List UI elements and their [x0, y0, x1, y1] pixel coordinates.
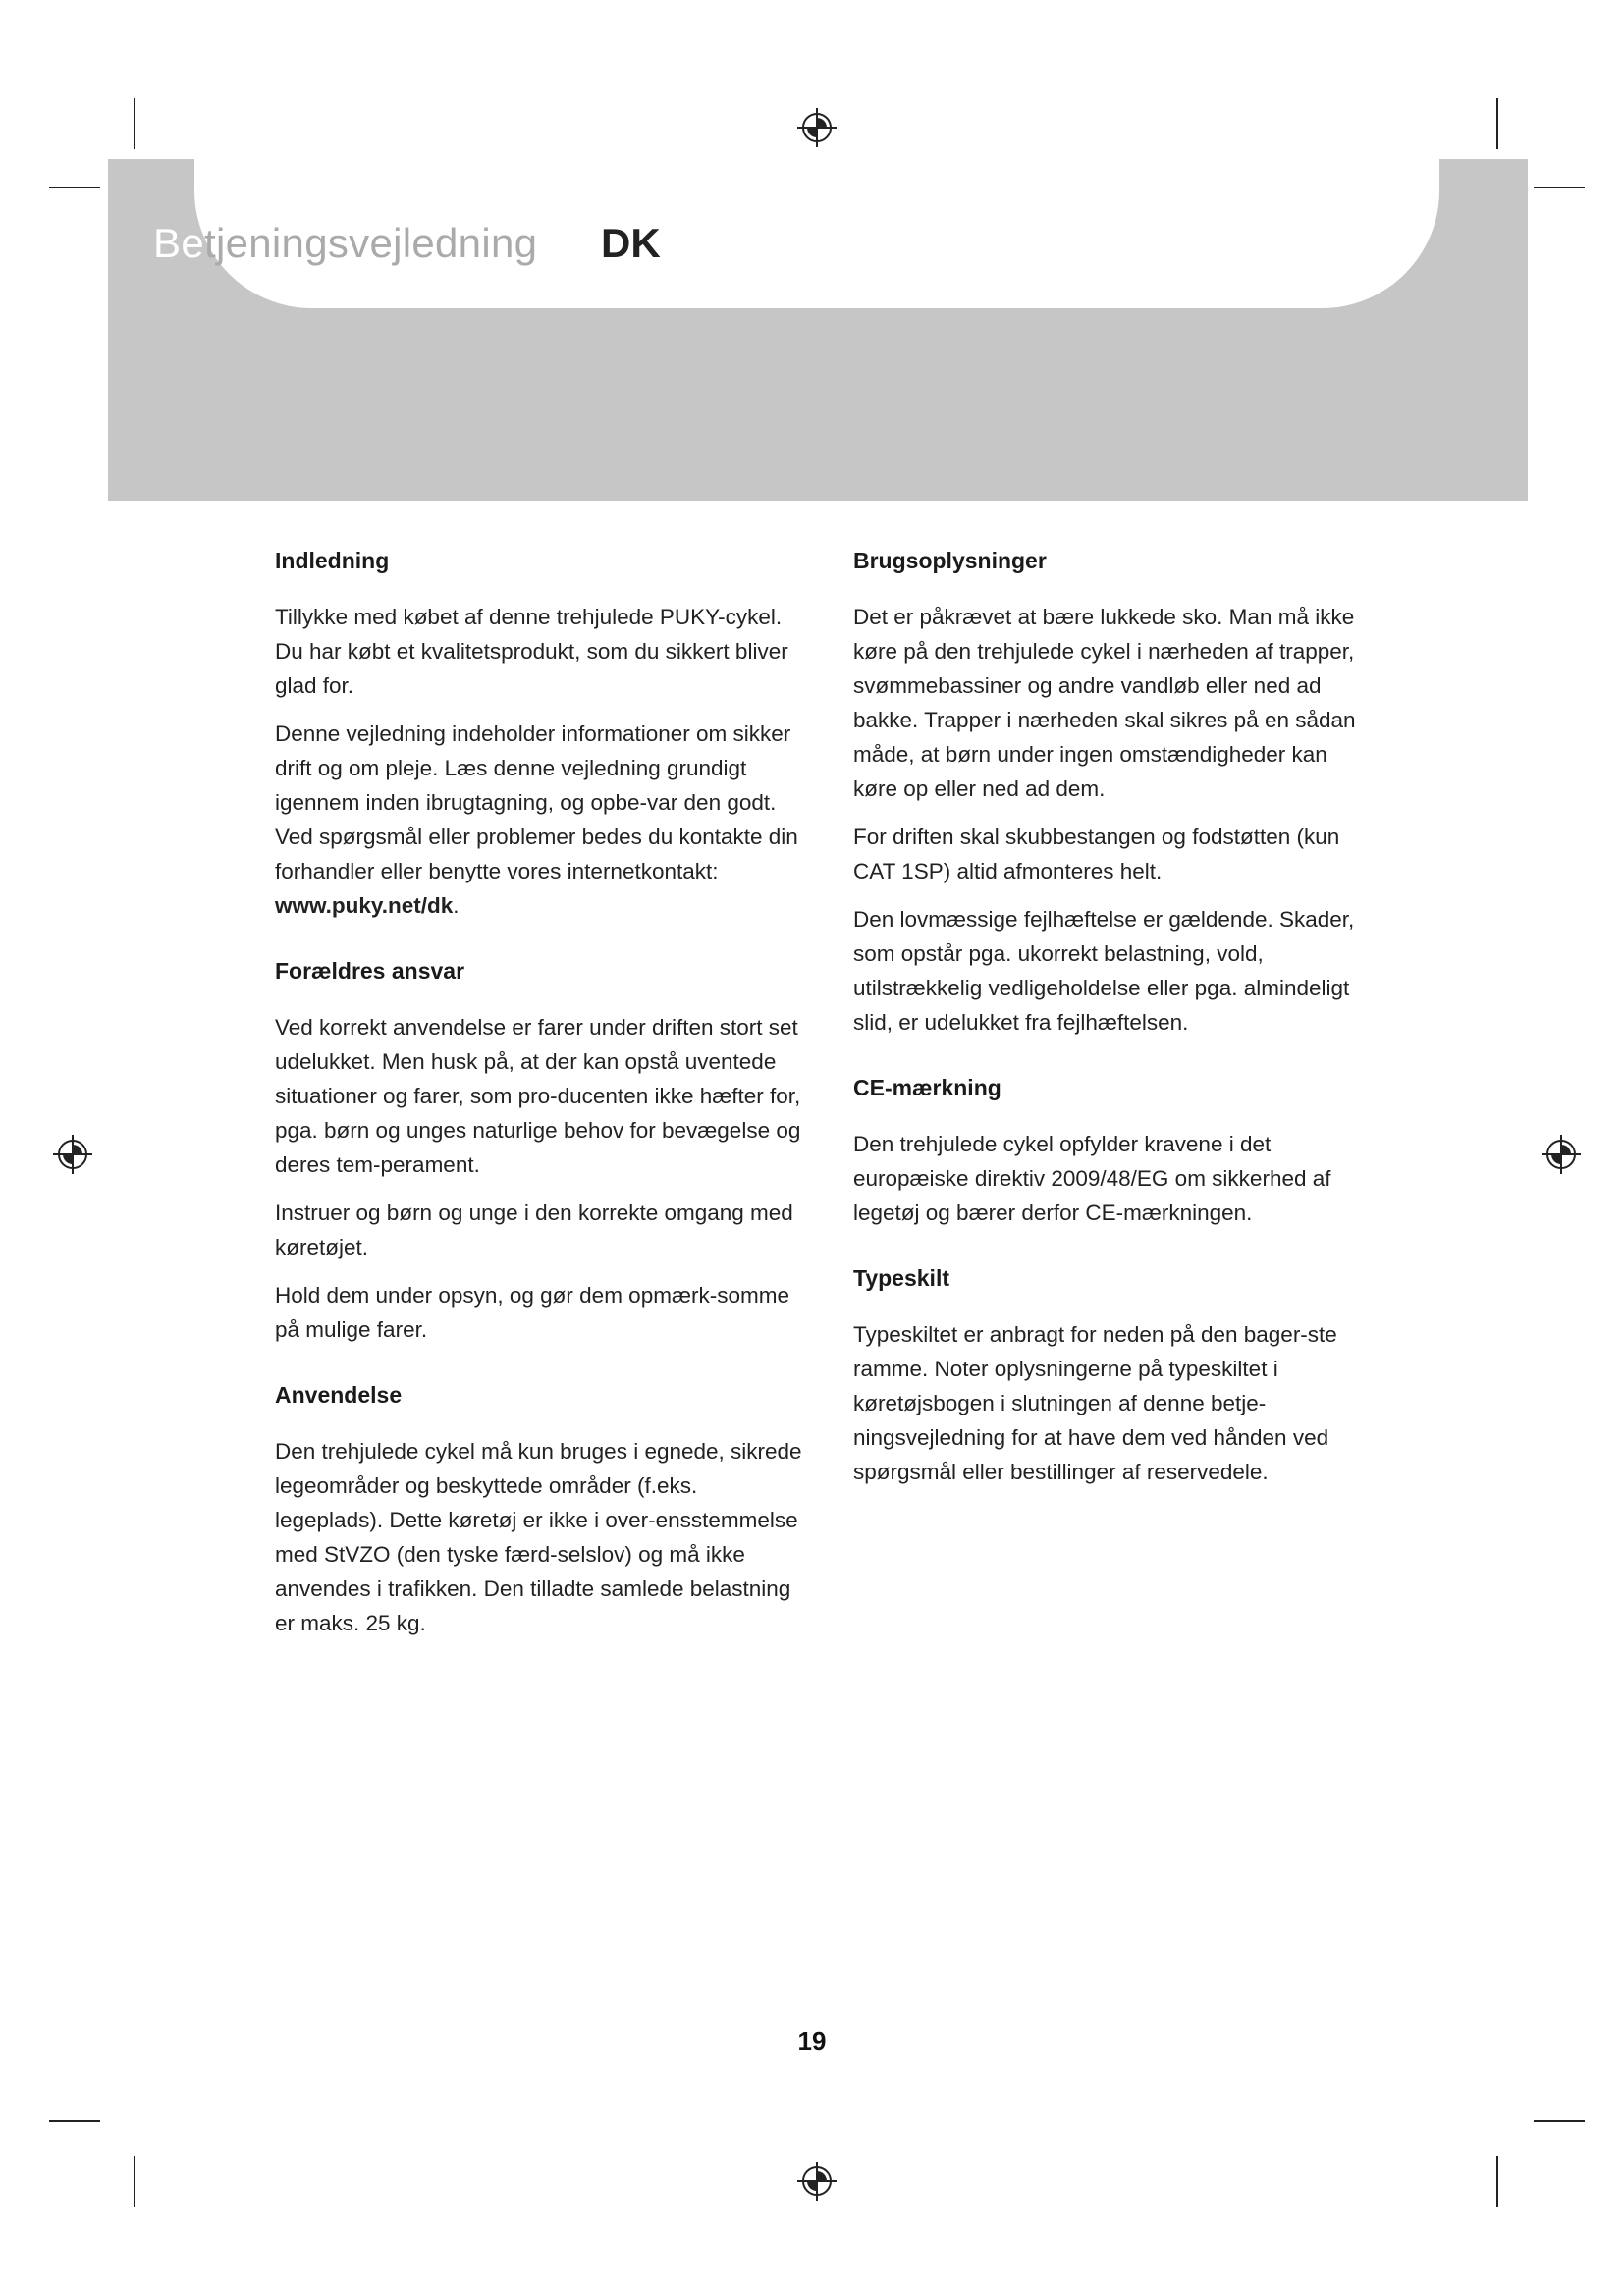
- section-heading: Anvendelse: [275, 1382, 403, 1408]
- registration-mark-icon: [51, 1133, 94, 1176]
- paragraph: Det er påkrævet at bære lukkede sko. Man må ikke køre på den trehjulede cykel i nærheden af trapper, svømmebassiner og andre vandløb eller ned ad bakke. Trapper i nærheden skal sikres på en sådan måde, at børn under ingen omstændigheder kan køre op eller ned ad dem.: [853, 605, 1356, 801]
- crop-mark: [134, 2156, 135, 2207]
- section-foraeldres-ansvar: [275, 958, 805, 1347]
- paragraph: Den trehjulede cykel må kun bruges i egnede, sikrede legeområder og beskyttede områder (f.eks. legeplads). Dette køretøj er ikke i over-ensstemmelse med StVZO (den tyske færd-selslov) og må ikke anvendes i trafikken. Den tilladte samlede belastning er maks. 25 kg.: [275, 1439, 802, 1635]
- page-number: 19: [797, 2026, 827, 2056]
- paragraph: Instruer og børn og unge i den korrekte omgang med køretøjet.: [275, 1201, 793, 1259]
- crop-mark: [1496, 98, 1498, 149]
- paragraph: Den trehjulede cykel opfylder kravene i det europæiske direktiv 2009/48/EG om sikkerhed af legetøj og bærer derfor CE-mærkningen.: [853, 1132, 1331, 1225]
- link-suffix: .: [453, 893, 460, 918]
- document-title-part2: tjeningsvejledning: [203, 220, 538, 266]
- crop-mark: [49, 2120, 100, 2122]
- section-heading: Typeskilt: [853, 1265, 949, 1291]
- document-title-part1: Be: [153, 220, 204, 266]
- document-title: [153, 220, 537, 267]
- crop-mark: [1496, 2156, 1498, 2207]
- section-typeskilt: [853, 1265, 1364, 1489]
- section-heading: Brugsoplysninger: [853, 548, 1047, 573]
- website-link[interactable]: www.puky.net/dk: [275, 893, 454, 918]
- section-ce-maerkning: [853, 1075, 1364, 1230]
- language-code: DK: [601, 220, 661, 266]
- paragraph: Typeskiltet er anbragt for neden på den bager-ste ramme. Noter oplysningerne på typeskiltet i køretøjsbogen i slutningen af denne betje-ningsvejledning for at have dem ved hånden ved spørgsmål eller bestillinger af reservedele.: [853, 1322, 1337, 1484]
- paragraph: Den lovmæssige fejlhæftelse er gældende. Skader, som opstår pga. ukorrekt belastning, vold, utilstrækkelig vedligeholdelse eller pga. almindeligt slid, er udelukket fra fejlhæftelsen.: [853, 907, 1355, 1035]
- right-column: [853, 548, 1364, 1524]
- section-heading: Forældres ansvar: [275, 958, 465, 984]
- paragraph-with-link: [275, 717, 805, 923]
- registration-mark-icon: [795, 2160, 839, 2203]
- paragraph: For driften skal skubbestangen og fodstøtten (kun CAT 1SP) altid afmonteres helt.: [853, 825, 1340, 883]
- section-brugsoplysninger: [853, 548, 1364, 1040]
- section-anvendelse: [275, 1382, 805, 1640]
- registration-mark-icon: [1540, 1133, 1583, 1176]
- paragraph: Hold dem under opsyn, og gør dem opmærk-somme på mulige farer.: [275, 1283, 789, 1342]
- section-indledning: [275, 548, 805, 923]
- crop-mark: [1534, 2120, 1585, 2122]
- crop-mark: [1534, 187, 1585, 188]
- paragraph: Ved korrekt anvendelse er farer under driften stort set udelukket. Men husk på, at der kan opstå uventede situationer og farer, som pro-ducenten ikke hæfter for, pga. børn og unges naturlige behov for bevægelse og deres tem-perament.: [275, 1015, 801, 1177]
- section-heading: CE-mærkning: [853, 1075, 1001, 1100]
- crop-mark: [49, 187, 100, 188]
- paragraph-text: Denne vejledning indeholder informationer om sikker drift og om pleje. Læs denne vejledning grundigt igennem inden ibrugtagning, og opbe-var den godt. Ved spørgsmål eller problemer bedes du kontakte din forhandler eller benytte vores internetkontakt:: [275, 721, 798, 883]
- crop-mark: [134, 98, 135, 149]
- section-heading: Indledning: [275, 548, 390, 573]
- left-column: [275, 548, 805, 1676]
- paragraph: Tillykke med købet af denne trehjulede PUKY-cykel. Du har købt et kvalitetsprodukt, som du sikkert bliver glad for.: [275, 605, 788, 698]
- registration-mark-icon: [795, 106, 839, 149]
